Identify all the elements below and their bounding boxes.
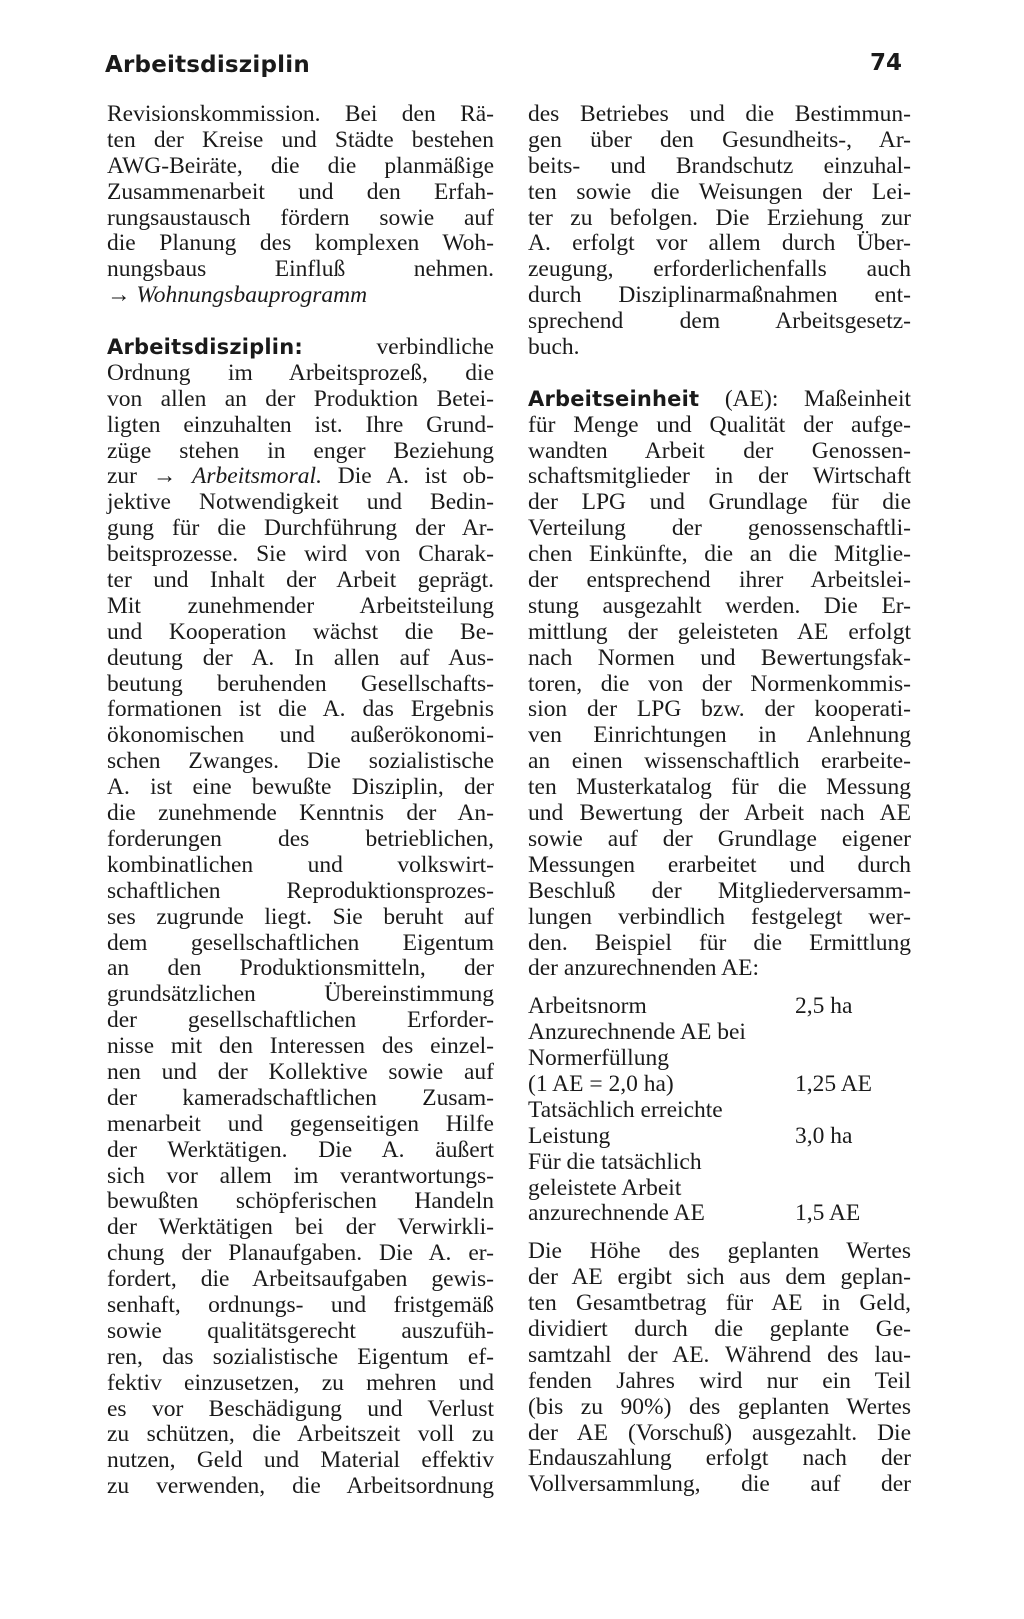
table-value-cell: 1,5 AE: [795, 1200, 861, 1227]
arrow-right-icon: →: [107, 282, 131, 309]
left-column: [107, 102, 494, 1500]
text-line: beits- und Brandschutz einzuhal-: [528, 152, 911, 179]
text-line: forderungen des betrieblichen,: [107, 825, 494, 852]
text-line: formationen ist die A. das Ergebnis: [107, 696, 494, 723]
text-line: züge stehen in enger Beziehung: [107, 437, 494, 464]
text-line: A. erfolgt vor allem durch Über-: [528, 230, 911, 257]
text-line: zu schützen, die Arbeitszeit voll zu: [107, 1421, 494, 1448]
text-line: sich vor allem im verantwortungs-: [107, 1162, 494, 1189]
table-label-cell: Anzurechnende AE bei: [528, 1019, 746, 1046]
table-label-cell: Normerfüllung: [528, 1045, 669, 1072]
table-label-cell: Arbeitsnorm: [528, 993, 647, 1020]
text-line: die zunehmende Kenntnis der An-: [107, 800, 494, 827]
text-line: ten Gesamtbetrag für AE in Geld,: [528, 1290, 911, 1317]
text-line: ten Musterkatalog für die Messung: [528, 774, 911, 801]
table-value-cell: 2,5 ha: [795, 993, 853, 1020]
text-line: der Werktätigen bei der Verwirkli-: [107, 1214, 494, 1241]
text-line: lungen verbindlich festgelegt wer-: [528, 903, 911, 930]
text-line: Arbeitsdisziplin: verbindliche: [107, 334, 494, 361]
text-line: ses zugrunde liegt. Sie beruht auf: [107, 903, 494, 930]
table-value-cell: 3,0 ha: [795, 1122, 853, 1149]
text-line: fenden Jahres wird nur ein Teil: [528, 1367, 911, 1394]
text-line: Zusammenarbeit und den Erfah-: [107, 178, 494, 205]
text-line: Vollversammlung, die auf der: [528, 1471, 911, 1498]
text-line: ter und Inhalt der Arbeit geprägt.: [107, 567, 494, 594]
text-line: fektiv einzusetzen, zu mehren und: [107, 1369, 494, 1396]
text-line: gung für die Durchführung der Ar-: [107, 515, 494, 542]
text-line: Beschluß der Mitgliederversamm-: [528, 877, 911, 904]
table-label-cell: (1 AE = 2,0 ha): [528, 1070, 674, 1097]
text-line: sion der LPG bzw. der kooperati-: [528, 696, 911, 723]
entry-arbeitseinheit: [528, 387, 911, 1498]
table-label-cell: Tatsächlich erreichte: [528, 1096, 723, 1123]
table-label-cell: Leistung: [528, 1122, 611, 1149]
table-label-cell: Für die tatsächlich: [528, 1148, 702, 1175]
table-value-cell: [795, 1020, 911, 1046]
text-line: Verteilung der genossenschaftli-: [528, 515, 911, 542]
text-line: Ordnung im Arbeitsprozeß, die: [107, 359, 494, 386]
table-value-cell: [795, 1150, 911, 1176]
text-line: für Menge und Qualität der aufge-: [528, 411, 911, 438]
text-line: ven Einrichtungen in Anlehnung: [528, 722, 911, 749]
text-line: schaftlichen Reproduktionsprozes-: [107, 877, 494, 904]
text-line: der AE ergibt sich aus dem geplan-: [528, 1264, 911, 1291]
page-number: 74: [870, 50, 903, 76]
text-line: nach Normen und Bewertungsfak-: [528, 644, 911, 671]
text-line: kombinatlichen und volkswirt-: [107, 851, 494, 878]
text-line: toren, die von der Normenkommis-: [528, 670, 911, 697]
text-line: sprechend dem Arbeitsgesetz-: [528, 308, 911, 335]
text-line: zur → Arbeitsmoral. Die A. ist ob-: [107, 463, 495, 490]
text-line: ligten einzuhalten ist. Ihre Grund-: [107, 411, 494, 438]
text-line: ter zu befolgen. Die Erziehung zur: [528, 204, 911, 231]
text-line: des Betriebes und die Bestimmun-: [528, 101, 911, 127]
text-line: und Bewertung der Arbeit nach AE: [528, 800, 911, 827]
text-line: zeugung, erforderlichenfalls auch: [528, 256, 911, 283]
example-table: [528, 994, 911, 1227]
text-line: Endauszahlung erfolgt nach der: [528, 1445, 911, 1472]
text-line: zu verwenden, die Arbeitsordnung: [107, 1473, 494, 1500]
cross-reference-link[interactable]: Arbeitsmoral.: [192, 463, 322, 490]
text-line: durch Disziplinarmaßnahmen ent-: [528, 282, 911, 309]
text-line: und Kooperation wächst die Be-: [107, 618, 494, 645]
text-line: rungsaustausch fördern sowie auf: [107, 204, 494, 231]
text-line: deutung der A. In allen auf Aus-: [107, 644, 494, 671]
text-line: der Werktätigen. Die A. äußert: [107, 1136, 494, 1163]
cross-reference-link[interactable]: Wohnungsbauprogramm: [136, 282, 368, 309]
text-line: Revisionskommission. Bei den Rä-: [107, 101, 494, 127]
text-line: sowie auf der Grundlage eigener: [528, 825, 911, 852]
text-line: samtzahl der AE. Während des lau-: [528, 1341, 911, 1368]
text-line: jektive Notwendigkeit und Bedin-: [107, 489, 494, 516]
continued-paragraph: [528, 102, 911, 361]
entry-body-continued: [528, 1239, 911, 1498]
text-line: die Planung des komplexen Woh-: [107, 230, 494, 257]
running-head-title: Arbeitsdisziplin: [105, 52, 310, 78]
text-line: den. Beispiel für die Ermittlung: [528, 929, 911, 956]
text-line: Mit zunehmender Arbeitsteilung: [107, 592, 494, 619]
right-column: [528, 102, 911, 1498]
table-value-cell: [795, 1098, 911, 1124]
text-line: an einen wissenschaftlich erarbeite-: [528, 748, 911, 775]
text-line: nungsbaus Einfluß nehmen.: [107, 256, 494, 283]
text-line: beitsprozesse. Sie wird von Charak-: [107, 541, 494, 568]
text-line: (bis zu 90%) des geplanten Wertes: [528, 1393, 911, 1420]
text-line: der entsprechend ihrer Arbeitslei-: [528, 567, 911, 594]
text-line: Messungen erarbeitet und durch: [528, 851, 911, 878]
table-value-cell: [795, 1046, 911, 1072]
text-line: der anzurechnenden AE:: [528, 955, 759, 982]
text-line: es vor Beschädigung und Verlust: [107, 1395, 494, 1422]
cross-reference-line: [107, 283, 494, 309]
text-line: der gesellschaftlichen Erforder-: [107, 1007, 494, 1034]
text-line: ten sowie die Weisungen der Lei-: [528, 178, 911, 205]
entry-body: [528, 413, 911, 983]
text-line: fordert, die Arbeitsaufgaben gewis-: [107, 1266, 494, 1293]
entry-headword: Arbeitsdisziplin:: [107, 335, 303, 360]
table-label-cell: anzurechnende AE: [528, 1200, 705, 1227]
text-line: A. ist eine bewußte Disziplin, der: [107, 774, 494, 801]
entry-body: [107, 490, 494, 1500]
text-line: gen über den Gesundheits-, Ar-: [528, 126, 911, 153]
text-line: chung der Planaufgaben. Die A. er-: [107, 1240, 494, 1267]
text-line: der kameradschaftlichen Zusam-: [107, 1084, 494, 1111]
text-line: dividiert durch die geplante Ge-: [528, 1315, 911, 1342]
text-line: Arbeitseinheit (AE): Maßeinheit: [528, 385, 911, 412]
text-line: ökonomischen und außerökonomi-: [107, 722, 494, 749]
text-line: AWG-Beiräte, die die planmäßige: [107, 152, 494, 179]
text-line: chen Einkünfte, die an die Mitglie-: [528, 541, 911, 568]
table-label-cell: geleistete Arbeit: [528, 1174, 682, 1201]
table-value-cell: 1,25 AE: [795, 1070, 873, 1097]
text-line: nen und der Kollektive sowie auf: [107, 1058, 494, 1085]
text-line: stung ausgezahlt werden. Die Er-: [528, 592, 911, 619]
text-line: Die Höhe des geplanten Wertes: [528, 1238, 911, 1265]
text-line: dem gesellschaftlichen Eigentum: [107, 929, 494, 956]
text-line: von allen an der Produktion Betei-: [107, 385, 494, 412]
table-value-cell: [795, 1176, 911, 1202]
text-line: grundsätzlichen Übereinstimmung: [107, 981, 494, 1008]
text-line: schaftsmitglieder in der Wirtschaft: [528, 463, 911, 490]
text-line: an den Produktionsmitteln, der: [107, 955, 494, 982]
arrow-right-icon: →: [152, 463, 177, 490]
text-line: ren, das sozialistische Eigentum ef-: [107, 1343, 494, 1370]
text-line: beutung beruhenden Gesellschafts-: [107, 670, 494, 697]
entry-arbeitsdisziplin: [107, 335, 494, 1500]
text-line: mittlung der geleisteten AE erfolgt: [528, 618, 911, 645]
text-line: der AE (Vorschuß) ausgezahlt. Die: [528, 1419, 911, 1446]
text-line: wandten Arbeit der Genossen-: [528, 437, 911, 464]
entry-headword: Arbeitseinheit: [528, 386, 700, 411]
text-line: senhaft, ordnungs- und fristgemäß: [107, 1291, 494, 1318]
text-line: ten der Kreise und Städte bestehen: [107, 126, 494, 153]
text-line: der LPG und Grundlage für die: [528, 489, 911, 516]
text-line: schen Zwanges. Die sozialistische: [107, 748, 494, 775]
text-line: bewußten schöpferischen Handeln: [107, 1188, 494, 1215]
text-line: nutzen, Geld und Material effektiv: [107, 1447, 494, 1474]
text-line: buch.: [528, 334, 580, 361]
text-line: sowie qualitätsgerecht auszufüh-: [107, 1317, 494, 1344]
text-line: nisse mit den Interessen des einzel-: [107, 1033, 494, 1060]
text-line: menarbeit und gegenseitigen Hilfe: [107, 1110, 494, 1137]
intro-paragraph: [107, 102, 494, 309]
